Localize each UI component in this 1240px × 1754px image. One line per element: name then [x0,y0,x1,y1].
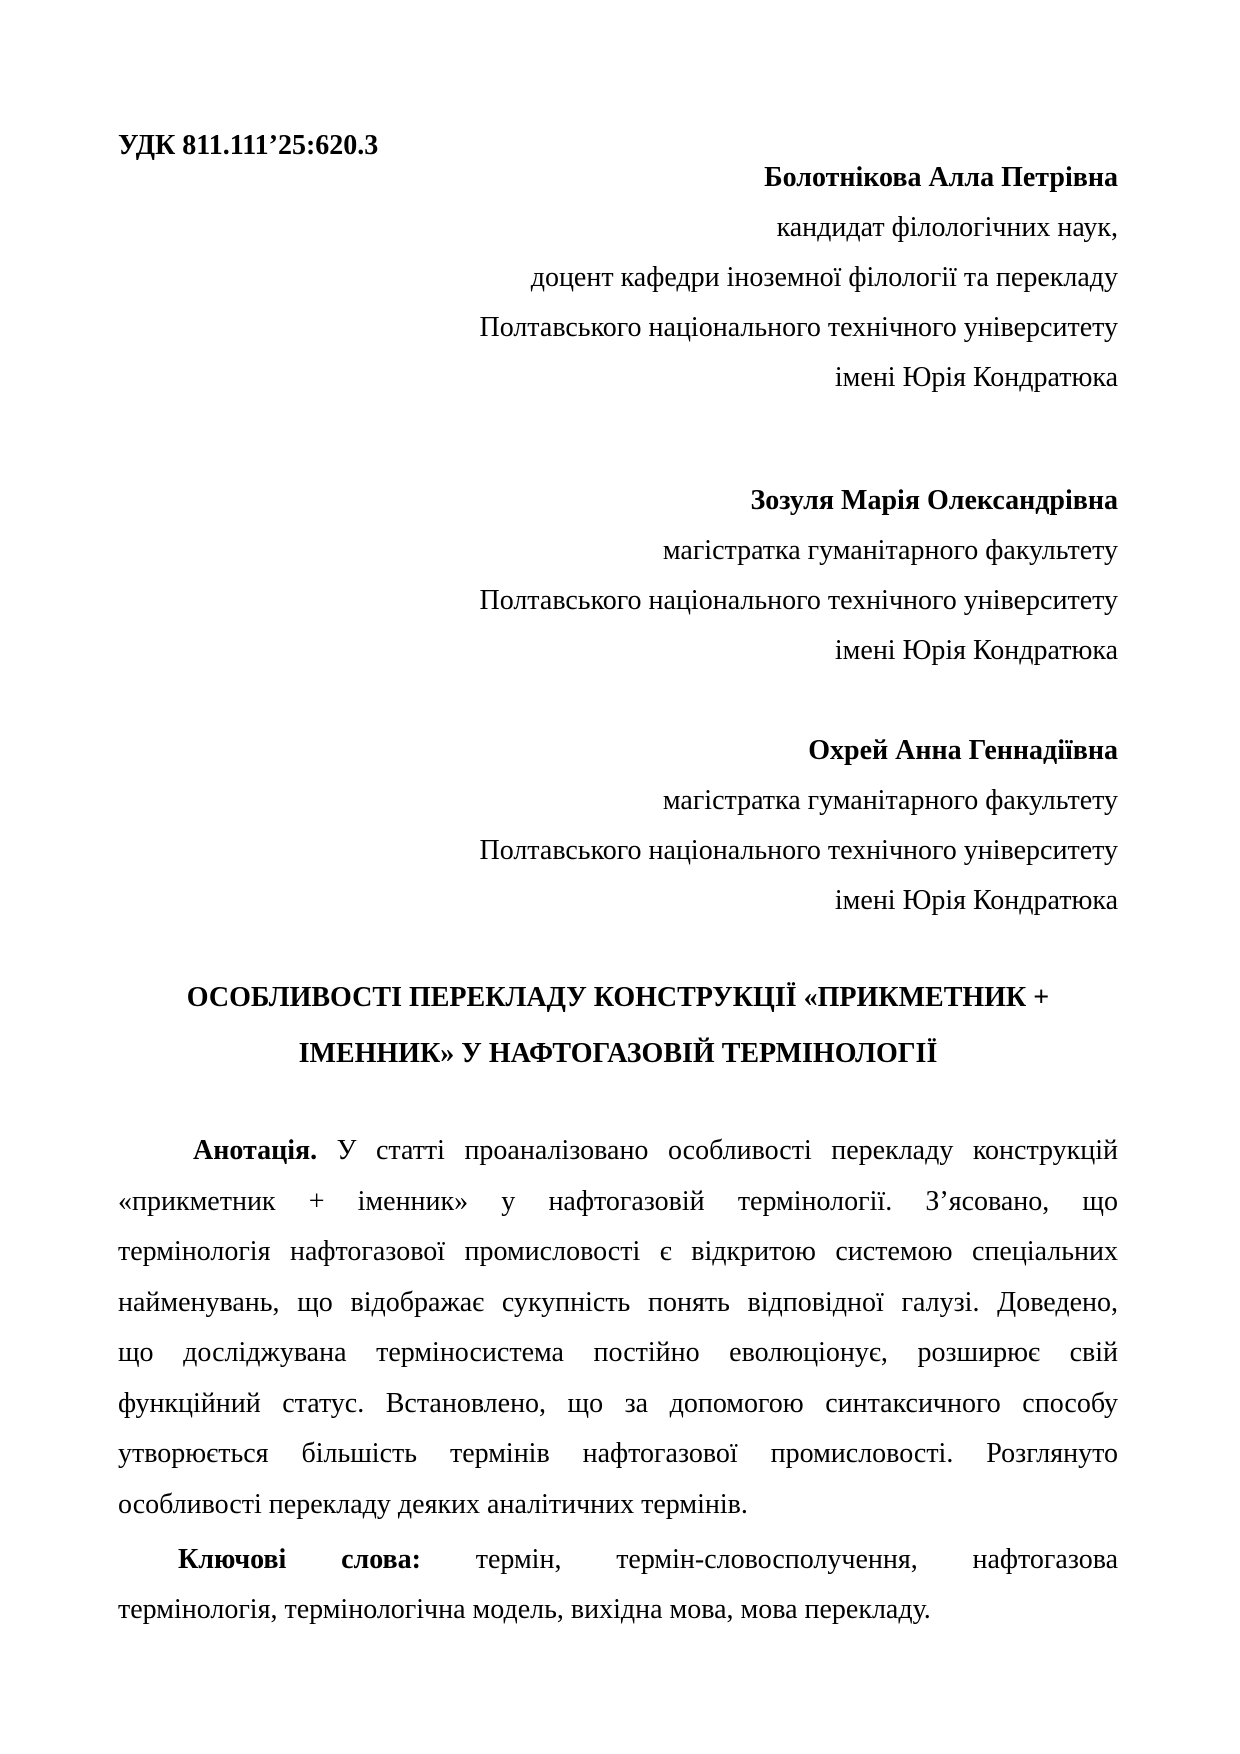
keywords [118,1535,1118,1635]
author-affiliation-line: імені Юрія Кондратюка [834,362,1118,393]
author-affiliation-line: Полтавського національного технічного університету [479,585,1118,616]
author-affiliation-line: імені Юрія Кондратюка [834,885,1118,916]
abstract-line: особливості перекладу деяких аналітичних термінів. [118,1488,748,1520]
author-name: Охрей Анна Геннадіївна [808,735,1118,766]
abstract-line: «прикметник + іменник» у нафтогазовій термінології. З’ясовано, що [118,1185,1118,1217]
udk-code: УДК 811.111’25:620.3 [118,130,379,161]
abstract-line [118,1126,1118,1177]
author-affiliation-line: кандидат філологічних наук, [776,212,1118,243]
article-title-line: ОСОБЛИВОСТІ ПЕРЕКЛАДУ КОНСТРУКЦІЇ «ПРИКМЕТНИК + [186,982,1050,1013]
keywords-label: Ключові слова: [178,1544,421,1575]
author-block-3 [479,726,1118,926]
author-name: Болотнікова Алла Петрівна [764,162,1118,193]
author-affiliation-line: магістратка гуманітарного факультету [662,535,1118,566]
author-block-1 [479,153,1118,403]
abstract-label: Анотація. [193,1135,318,1166]
keywords-line [118,1535,1118,1585]
author-name: Зозуля Марія Олександрівна [750,485,1118,516]
author-affiliation-line: Полтавського національного технічного університету [479,835,1118,866]
keywords-line: термінологія, термінологічна модель, вихідна мова, мова перекладу. [118,1594,931,1625]
abstract-line: що досліджувана терміносистема постійно еволюціонує, розширює свій [118,1337,1118,1368]
abstract-line: термінологія нафтогазової промисловості є відкритою системою спеціальних [118,1236,1118,1267]
author-block-2 [479,476,1118,676]
article-title-line: ІМЕННИК» У НАФТОГАЗОВІЙ ТЕРМІНОЛОГІЇ [298,1038,938,1069]
abstract-text: У статті проаналізовано особливості перекладу конструкцій [317,1135,1118,1166]
article-title [118,970,1118,1082]
author-affiliation-line: магістратка гуманітарного факультету [662,785,1118,816]
author-affiliation-line: імені Юрія Кондратюка [834,635,1118,666]
author-affiliation-line: доцент кафедри іноземної філології та перекладу [530,262,1118,293]
abstract [118,1126,1118,1530]
abstract-line: функційний статус. Встановлено, що за допомогою синтаксичного способу [118,1387,1118,1419]
abstract-line: утворюється більшість термінів нафтогазової промисловості. Розглянуто [118,1438,1118,1469]
abstract-line: найменувань, що відображає сукупність понять відповідної галузі. Доведено, [118,1286,1118,1318]
author-affiliation-line: Полтавського національного технічного університету [479,312,1118,343]
keywords-text: термін, термін-словосполучення, нафтогазова [475,1544,1118,1575]
